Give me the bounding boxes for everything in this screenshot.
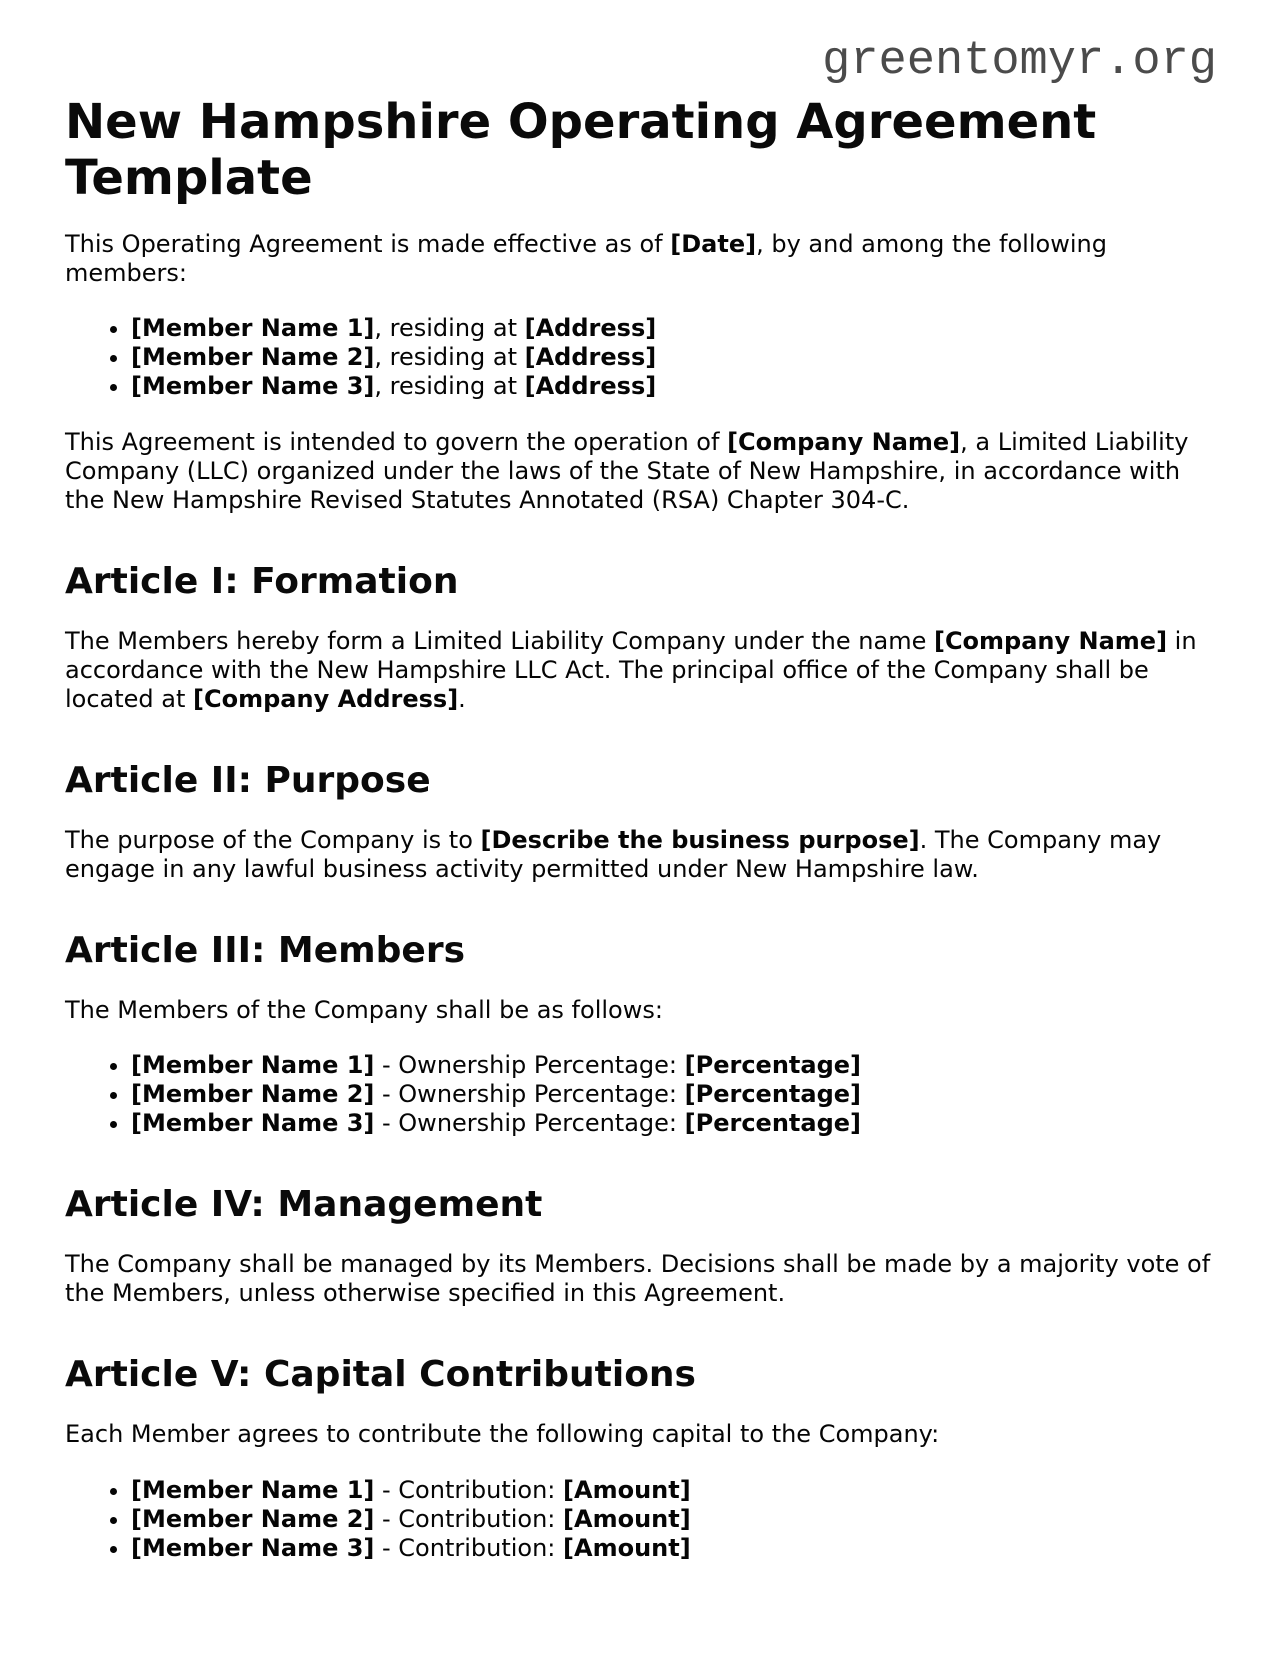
- article-1-paragraph: The Members hereby form a Limited Liability Company under the name [Company Name] in accordance with the New Hampshire LLC Act. The principal office of the Company shall be located at [Company Address].: [65, 626, 1197, 713]
- article-3-heading: Article III: Members: [65, 929, 466, 971]
- ownership-item: • [Member Name 3] - Ownership Percentage: [Percentage]: [131, 1109, 1217, 1138]
- ownership-list: [65, 1051, 1217, 1138]
- member-address-item: • [Member Name 1], residing at [Address]: [131, 314, 1217, 343]
- page-title: New Hampshire Operating Agreement Template: [65, 94, 1097, 206]
- intro-paragraph: This Operating Agreement is made effective as of [Date], by and among the following members:: [65, 230, 1107, 288]
- contribution-list: [65, 1476, 1217, 1563]
- article-1-heading: Article I: Formation: [65, 560, 459, 602]
- ownership-item: • [Member Name 1] - Ownership Percentage: [Percentage]: [131, 1051, 1217, 1080]
- article-4-heading: Article IV: Management: [65, 1184, 543, 1226]
- ownership-item: • [Member Name 2] - Ownership Percentage: [Percentage]: [131, 1080, 1217, 1109]
- member-address-item: • [Member Name 2], residing at [Address]: [131, 343, 1217, 372]
- article-5-paragraph: Each Member agrees to contribute the following capital to the Company:: [65, 1420, 940, 1449]
- contribution-item: • [Member Name 1] - Contribution: [Amount]: [131, 1476, 1217, 1505]
- article-3-paragraph: The Members of the Company shall be as follows:: [65, 996, 663, 1025]
- watermark-site-text: greentomyr.org: [822, 35, 1217, 88]
- article-4-paragraph: The Company shall be managed by its Members. Decisions shall be made by a majority vote of the Members, unless otherwise specified in this Agreement.: [65, 1250, 1211, 1308]
- article-2-paragraph: The purpose of the Company is to [Describe the business purpose]. The Company may engage in any lawful business activity permitted under New Hampshire law.: [65, 825, 1162, 883]
- governing-paragraph: This Agreement is intended to govern the operation of [Company Name], a Limited Liability Company (LLC) organized under the laws of the State of New Hampshire, in accordance with the New Hampshire Revised Statutes Annotated (RSA) Chapter 304-C.: [65, 427, 1189, 514]
- article-2-heading: Article II: Purpose: [65, 759, 431, 801]
- contribution-item: • [Member Name 2] - Contribution: [Amount]: [131, 1505, 1217, 1534]
- article-5-heading: Article V: Capital Contributions: [65, 1354, 696, 1396]
- contribution-item: • [Member Name 3] - Contribution: [Amount]: [131, 1534, 1217, 1563]
- member-address-list: [65, 314, 1217, 401]
- member-address-item: • [Member Name 3], residing at [Address]: [131, 372, 1217, 401]
